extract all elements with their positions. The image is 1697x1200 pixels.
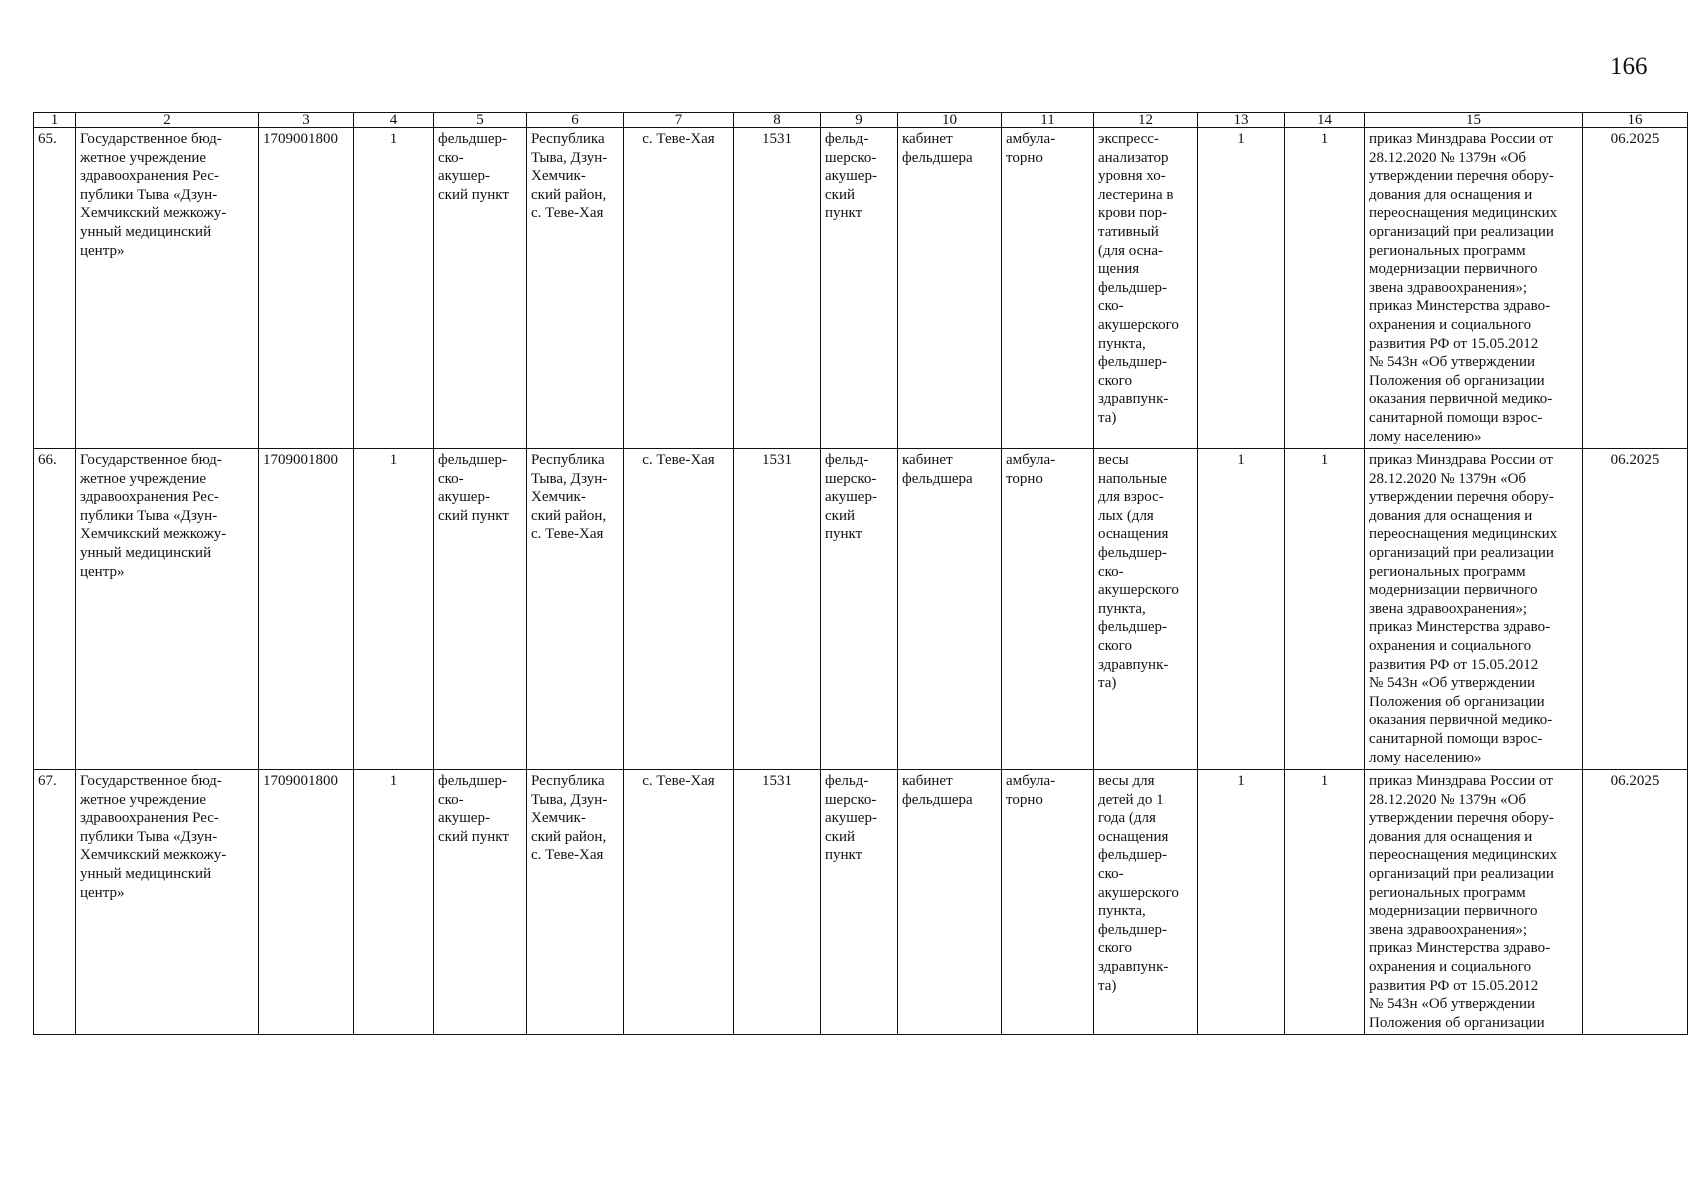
header-col-10: 10 [898,113,1002,128]
header-col-11: 11 [1002,113,1094,128]
header-col-7: 7 [624,113,734,128]
header-col-15: 15 [1365,113,1583,128]
facility-type: фельдшер- ско- акушер- ский пункт [434,449,527,770]
unit-type: фельд- шерско- акушер- ский пункт [821,128,898,449]
col-13-value: 1 [1198,770,1285,1035]
settlement: с. Теве-Хая [624,449,734,770]
col-4-value: 1 [354,449,434,770]
unit-type: фельд- шерско- акушер- ский пункт [821,770,898,1035]
col-14-value: 1 [1285,449,1365,770]
unit-type: фельд- шерско- акушер- ский пункт [821,449,898,770]
col-13-value: 1 [1198,449,1285,770]
header-col-6: 6 [527,113,624,128]
header-col-5: 5 [434,113,527,128]
equipment-table [33,112,1688,1035]
header-col-8: 8 [734,113,821,128]
table-header-row [34,113,1688,128]
equipment-name: весы для детей до 1 года (для оснащения фельдшер- ско- акушерского пункта, фельдшер- ского здравпунк- та) [1094,770,1198,1035]
organization-code: 1709001800 [259,449,354,770]
header-col-9: 9 [821,113,898,128]
col-14-value: 1 [1285,128,1365,449]
header-col-12: 12 [1094,113,1198,128]
header-col-4: 4 [354,113,434,128]
col-14-value: 1 [1285,770,1365,1035]
row-number: 66. [34,449,76,770]
settlement: с. Теве-Хая [624,770,734,1035]
facility-type: фельдшер- ско- акушер- ский пункт [434,770,527,1035]
col-4-value: 1 [354,770,434,1035]
organization-code: 1709001800 [259,128,354,449]
facility-type: фельдшер- ско- акушер- ский пункт [434,128,527,449]
header-col-1: 1 [34,113,76,128]
row-number: 65. [34,128,76,449]
equipment-name: экспресс- анализатор уровня хо- лестерина в крови пор- тативный (для осна- щения фельдшер- ско- акушерского пункта, фельдшер- ского здравпунк- та) [1094,128,1198,449]
due-date: 06.2025 [1583,449,1688,770]
facility-address: Республика Тыва, Дзун- Хемчик- ский район, с. Теве-Хая [527,770,624,1035]
facility-address: Республика Тыва, Дзун- Хемчик- ский район, с. Теве-Хая [527,128,624,449]
table-row [34,770,1688,1035]
room: кабинет фельдшера [898,128,1002,449]
page-number: 166 [1610,53,1648,80]
table-row [34,449,1688,770]
care-condition: амбула- торно [1002,449,1094,770]
header-col-14: 14 [1285,113,1365,128]
header-col-16: 16 [1583,113,1688,128]
row-number: 67. [34,770,76,1035]
regulation-basis: приказ Минздрава России от 28.12.2020 № 1379н «Об утверждении перечня обору- дования для оснащения и переоснащения медицинских организаций при реализации региональных программ модернизации первичного звена здравоохранения»; приказ Минстерства здраво- охранения и социального развития РФ от 15.05.2012 № 543н «Об утверждении Положения об организации оказания первичной медико- санитарной помощи взрос- лому населению» [1365,128,1583,449]
due-date: 06.2025 [1583,128,1688,449]
room: кабинет фельдшера [898,449,1002,770]
col-4-value: 1 [354,128,434,449]
col-8-value: 1531 [734,128,821,449]
room: кабинет фельдшера [898,770,1002,1035]
table-row [34,128,1688,449]
header-col-3: 3 [259,113,354,128]
due-date: 06.2025 [1583,770,1688,1035]
regulation-basis: приказ Минздрава России от 28.12.2020 № 1379н «Об утверждении перечня обору- дования для оснащения и переоснащения медицинских организаций при реализации региональных программ модернизации первичного звена здравоохранения»; приказ Минстерства здраво- охранения и социального развития РФ от 15.05.2012 № 543н «Об утверждении Положения об организации [1365,770,1583,1035]
organization-name: Государственное бюд- жетное учреждение здравоохранения Рес- публики Тыва «Дзун- Хемчикский межкожу- унный медицинский центр» [76,449,259,770]
col-8-value: 1531 [734,770,821,1035]
header-col-2: 2 [76,113,259,128]
care-condition: амбула- торно [1002,770,1094,1035]
facility-address: Республика Тыва, Дзун- Хемчик- ский район, с. Теве-Хая [527,449,624,770]
regulation-basis: приказ Минздрава России от 28.12.2020 № 1379н «Об утверждении перечня обору- дования для оснащения и переоснащения медицинских организаций при реализации региональных программ модернизации первичного звена здравоохранения»; приказ Минстерства здраво- охранения и социального развития РФ от 15.05.2012 № 543н «Об утверждении Положения об организации оказания первичной медико- санитарной помощи взрос- лому населению» [1365,449,1583,770]
organization-code: 1709001800 [259,770,354,1035]
header-col-13: 13 [1198,113,1285,128]
organization-name: Государственное бюд- жетное учреждение здравоохранения Рес- публики Тыва «Дзун- Хемчикский межкожу- унный медицинский центр» [76,770,259,1035]
settlement: с. Теве-Хая [624,128,734,449]
care-condition: амбула- торно [1002,128,1094,449]
col-13-value: 1 [1198,128,1285,449]
organization-name: Государственное бюд- жетное учреждение здравоохранения Рес- публики Тыва «Дзун- Хемчикский межкожу- унный медицинский центр» [76,128,259,449]
equipment-name: весы напольные для взрос- лых (для оснащения фельдшер- ско- акушерского пункта, фельдшер- ского здравпунк- та) [1094,449,1198,770]
col-8-value: 1531 [734,449,821,770]
